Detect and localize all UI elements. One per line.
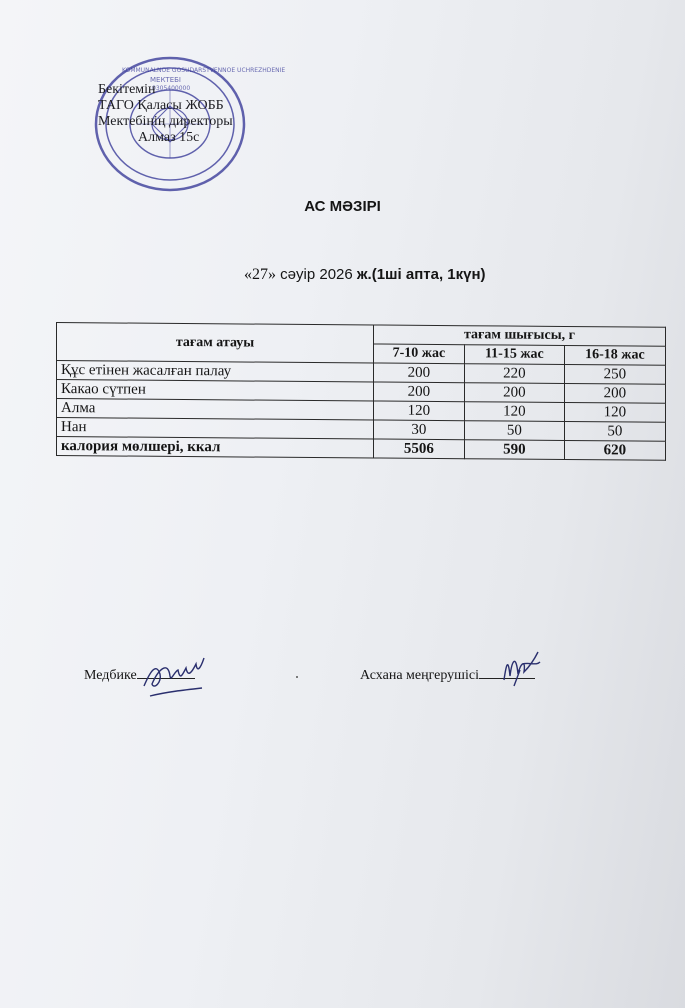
dish-name: Құс етінен жасалған палау [57, 361, 374, 382]
header-age-group: 11-15 жас [464, 345, 564, 365]
portion-value: 120 [374, 401, 465, 421]
canteen-head-label: Асхана меңгерушісі [360, 668, 479, 683]
portion-value: 250 [564, 364, 665, 384]
header-output: тағам шығысы, г [374, 325, 666, 346]
calorie-value: 5506 [374, 439, 465, 459]
calorie-value: 620 [564, 440, 665, 460]
portion-value: 220 [464, 364, 564, 384]
header-dish-name: тағам атауы [57, 323, 374, 363]
nurse-label: Медбике [84, 668, 137, 683]
header-age-group: 16-18 жас [564, 345, 665, 365]
portion-value: 50 [564, 421, 665, 441]
dish-name: Алма [57, 399, 374, 420]
approval-block [98, 82, 288, 146]
dish-name: Какао сүтпен [57, 380, 374, 401]
canteen-signature-scribble [496, 646, 544, 692]
date-day: «27» [244, 266, 276, 283]
portion-value: 30 [374, 420, 465, 440]
total-row [57, 437, 666, 461]
stamp-id-number: 0305400000 [152, 85, 191, 92]
mark-dot [296, 676, 298, 678]
portion-value: 200 [564, 383, 665, 403]
approval-line: Бекітемін [98, 82, 156, 97]
header-age-group: 7-10 жас [374, 344, 465, 364]
portion-value: 200 [464, 383, 564, 403]
approval-line: ТАГО Қаласы ЖОББ [98, 98, 224, 113]
portion-value: 50 [464, 421, 564, 441]
portion-value: 120 [464, 402, 564, 422]
dish-name: Нан [57, 418, 374, 439]
document-title: АС МӘЗІРІ [304, 198, 381, 215]
portion-value: 120 [564, 402, 665, 422]
portion-value: 200 [374, 382, 465, 402]
total-label: калория мөлшері, ккал [57, 437, 374, 458]
date-suffix: ж.(1ші апта, 1күн) [356, 266, 486, 283]
stamp-ring-text: KOMMUNALNOE GOSUDARSTVENNOE UCHREZHDENIE [122, 67, 286, 74]
approval-line: Мектебінің директоры [98, 114, 233, 129]
date-month-year: сәуір 2026 [276, 266, 357, 283]
stamp-center-text: МЕКТЕБІ [150, 76, 181, 84]
menu-table [56, 322, 666, 461]
date-line [244, 266, 486, 284]
calorie-value: 590 [464, 440, 564, 460]
approval-line: Алмаз 15с [138, 130, 200, 145]
portion-value: 200 [374, 363, 465, 383]
nurse-signature-scribble [140, 652, 210, 704]
